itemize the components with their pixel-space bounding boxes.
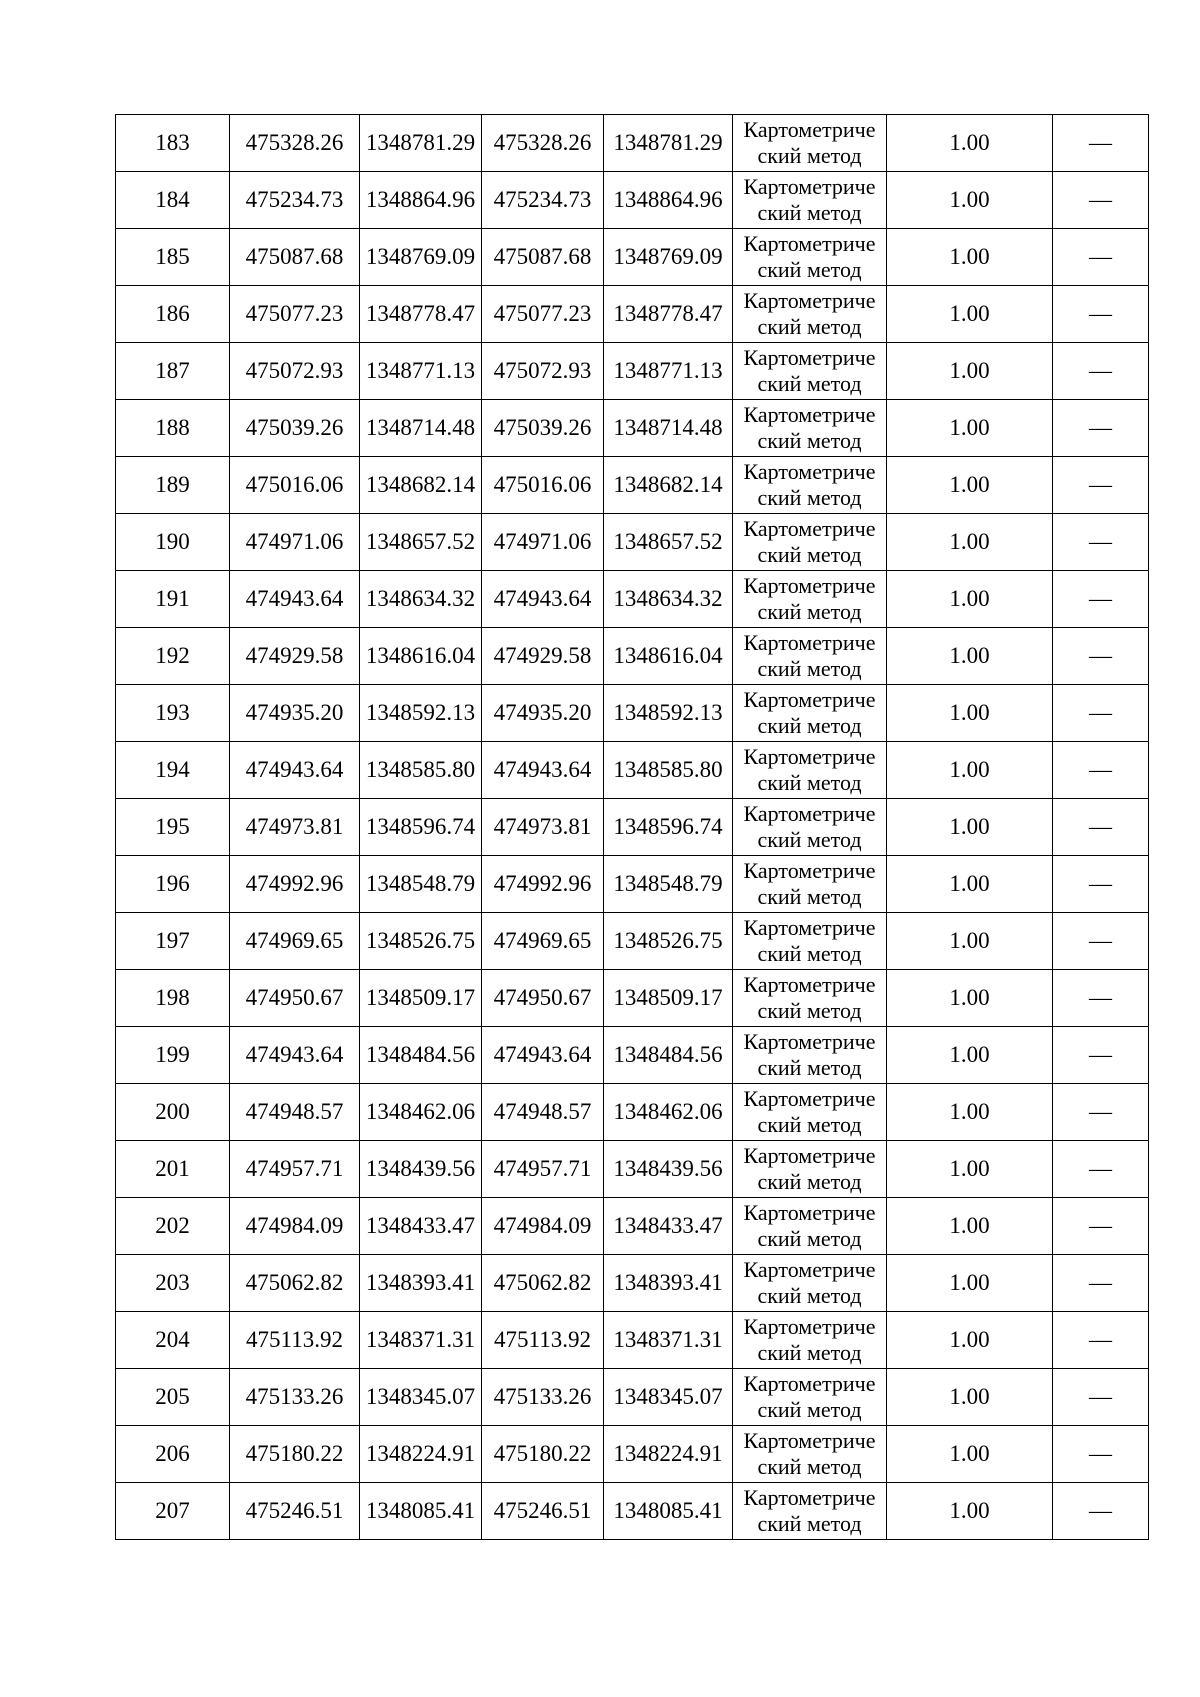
x-coordinate-cell: 474929.58 [230,628,360,685]
y-coordinate-cell: 1348682.14 [360,457,482,514]
accuracy-cell: 1.00 [887,115,1053,172]
x-coordinate-new-cell: 475072.93 [482,343,604,400]
y-coordinate-new-cell: 1348682.14 [604,457,733,514]
y-coordinate-new-cell: 1348714.48 [604,400,733,457]
y-coordinate-cell: 1348393.41 [360,1255,482,1312]
x-coordinate-cell: 474957.71 [230,1141,360,1198]
point-number-cell: 203 [116,1255,230,1312]
method-cell [733,1255,887,1312]
method-text-line2: ский метод [757,200,862,225]
note-cell: — [1053,514,1149,571]
table-row [116,400,1149,457]
y-coordinate-cell: 1348548.79 [360,856,482,913]
method-text-line2: ский метод [757,143,862,168]
table-row [116,115,1149,172]
table-row [116,1426,1149,1483]
method-text-line1: Картометриче [743,573,876,598]
note-cell: — [1053,1084,1149,1141]
table-row [116,1141,1149,1198]
note-cell: — [1053,400,1149,457]
note-cell: — [1053,571,1149,628]
note-cell: — [1053,1255,1149,1312]
x-coordinate-new-cell: 474971.06 [482,514,604,571]
note-cell: — [1053,1141,1149,1198]
y-coordinate-cell: 1348616.04 [360,628,482,685]
method-text-line1: Картометриче [743,1200,876,1225]
x-coordinate-new-cell: 475062.82 [482,1255,604,1312]
point-number-cell: 199 [116,1027,230,1084]
note-cell: — [1053,1312,1149,1369]
method-text-line1: Картометриче [743,288,876,313]
y-coordinate-cell: 1348484.56 [360,1027,482,1084]
note-cell: — [1053,286,1149,343]
method-text-line2: ский метод [757,1340,862,1365]
method-cell [733,115,887,172]
note-cell: — [1053,1369,1149,1426]
method-text-line1: Картометриче [743,1257,876,1282]
x-coordinate-cell: 475039.26 [230,400,360,457]
y-coordinate-cell: 1348345.07 [360,1369,482,1426]
point-number-cell: 200 [116,1084,230,1141]
method-text-line2: ский метод [757,1112,862,1137]
x-coordinate-cell: 474992.96 [230,856,360,913]
accuracy-cell: 1.00 [887,1426,1053,1483]
coordinates-table-body [116,115,1149,1540]
method-text-line1: Картометриче [743,630,876,655]
method-cell [733,1084,887,1141]
method-text-line2: ский метод [757,1454,862,1479]
accuracy-cell: 1.00 [887,1369,1053,1426]
x-coordinate-cell: 475180.22 [230,1426,360,1483]
accuracy-cell: 1.00 [887,172,1053,229]
accuracy-cell: 1.00 [887,799,1053,856]
y-coordinate-new-cell: 1348864.96 [604,172,733,229]
method-text-line1: Картометриче [743,1086,876,1111]
method-text-line1: Картометриче [743,915,876,940]
y-coordinate-new-cell: 1348616.04 [604,628,733,685]
point-number-cell: 201 [116,1141,230,1198]
table-row [116,799,1149,856]
note-cell: — [1053,1483,1149,1540]
point-number-cell: 205 [116,1369,230,1426]
method-text-line1: Картометриче [743,858,876,883]
method-text-line1: Картометриче [743,1371,876,1396]
method-text-line2: ский метод [757,428,862,453]
accuracy-cell: 1.00 [887,742,1053,799]
method-text-line2: ский метод [757,656,862,681]
y-coordinate-cell: 1348585.80 [360,742,482,799]
method-text-line1: Картометриче [743,744,876,769]
table-row [116,685,1149,742]
y-coordinate-cell: 1348864.96 [360,172,482,229]
method-cell [733,1141,887,1198]
y-coordinate-new-cell: 1348433.47 [604,1198,733,1255]
x-coordinate-new-cell: 475016.06 [482,457,604,514]
method-cell [733,856,887,913]
method-text-line2: ский метод [757,941,862,966]
x-coordinate-new-cell: 475077.23 [482,286,604,343]
note-cell: — [1053,628,1149,685]
note-cell: — [1053,229,1149,286]
x-coordinate-cell: 474943.64 [230,1027,360,1084]
y-coordinate-cell: 1348657.52 [360,514,482,571]
point-number-cell: 190 [116,514,230,571]
y-coordinate-cell: 1348592.13 [360,685,482,742]
method-cell [733,514,887,571]
accuracy-cell: 1.00 [887,571,1053,628]
y-coordinate-new-cell: 1348769.09 [604,229,733,286]
accuracy-cell: 1.00 [887,856,1053,913]
method-text-line1: Картометриче [743,1485,876,1510]
method-cell [733,742,887,799]
y-coordinate-cell: 1348462.06 [360,1084,482,1141]
table-row [116,571,1149,628]
accuracy-cell: 1.00 [887,286,1053,343]
y-coordinate-cell: 1348771.13 [360,343,482,400]
y-coordinate-cell: 1348085.41 [360,1483,482,1540]
y-coordinate-new-cell: 1348085.41 [604,1483,733,1540]
point-number-cell: 207 [116,1483,230,1540]
accuracy-cell: 1.00 [887,1027,1053,1084]
y-coordinate-new-cell: 1348592.13 [604,685,733,742]
method-cell [733,970,887,1027]
y-coordinate-cell: 1348778.47 [360,286,482,343]
y-coordinate-new-cell: 1348585.80 [604,742,733,799]
y-coordinate-cell: 1348526.75 [360,913,482,970]
table-row [116,457,1149,514]
x-coordinate-new-cell: 474973.81 [482,799,604,856]
accuracy-cell: 1.00 [887,970,1053,1027]
method-text-line1: Картометриче [743,1029,876,1054]
note-cell: — [1053,1426,1149,1483]
method-text-line2: ский метод [757,485,862,510]
method-text-line2: ский метод [757,1511,862,1536]
table-row [116,742,1149,799]
y-coordinate-new-cell: 1348657.52 [604,514,733,571]
x-coordinate-cell: 475133.26 [230,1369,360,1426]
point-number-cell: 195 [116,799,230,856]
method-text-line2: ский метод [757,314,862,339]
point-number-cell: 198 [116,970,230,1027]
table-row [116,856,1149,913]
method-text-line1: Картометриче [743,231,876,256]
x-coordinate-cell: 474943.64 [230,742,360,799]
method-cell [733,1369,887,1426]
point-number-cell: 184 [116,172,230,229]
y-coordinate-new-cell: 1348224.91 [604,1426,733,1483]
method-text-line2: ский метод [757,257,862,282]
accuracy-cell: 1.00 [887,1483,1053,1540]
note-cell: — [1053,742,1149,799]
method-text-line1: Картометриче [743,972,876,997]
y-coordinate-cell: 1348224.91 [360,1426,482,1483]
coordinates-table [115,114,1149,1540]
method-cell [733,1198,887,1255]
accuracy-cell: 1.00 [887,400,1053,457]
x-coordinate-new-cell: 474943.64 [482,742,604,799]
table-row [116,1084,1149,1141]
method-text-line2: ский метод [757,770,862,795]
x-coordinate-cell: 475246.51 [230,1483,360,1540]
table-row [116,913,1149,970]
x-coordinate-new-cell: 475113.92 [482,1312,604,1369]
x-coordinate-new-cell: 475087.68 [482,229,604,286]
accuracy-cell: 1.00 [887,514,1053,571]
method-cell [733,685,887,742]
method-cell [733,799,887,856]
x-coordinate-cell: 475087.68 [230,229,360,286]
method-text-line1: Картометриче [743,687,876,712]
table-row [116,343,1149,400]
point-number-cell: 204 [116,1312,230,1369]
accuracy-cell: 1.00 [887,1141,1053,1198]
x-coordinate-cell: 475016.06 [230,457,360,514]
table-row [116,970,1149,1027]
method-cell [733,571,887,628]
method-text-line2: ский метод [757,371,862,396]
method-text-line2: ский метод [757,1169,862,1194]
accuracy-cell: 1.00 [887,457,1053,514]
y-coordinate-cell: 1348509.17 [360,970,482,1027]
x-coordinate-cell: 474948.57 [230,1084,360,1141]
point-number-cell: 189 [116,457,230,514]
point-number-cell: 193 [116,685,230,742]
method-text-line1: Картометриче [743,1314,876,1339]
y-coordinate-new-cell: 1348778.47 [604,286,733,343]
x-coordinate-cell: 474943.64 [230,571,360,628]
method-cell [733,286,887,343]
x-coordinate-new-cell: 475039.26 [482,400,604,457]
accuracy-cell: 1.00 [887,685,1053,742]
method-text-line2: ский метод [757,827,862,852]
method-text-line1: Картометриче [743,117,876,142]
method-text-line2: ский метод [757,1283,862,1308]
point-number-cell: 191 [116,571,230,628]
y-coordinate-new-cell: 1348439.56 [604,1141,733,1198]
note-cell: — [1053,970,1149,1027]
method-text-line2: ский метод [757,599,862,624]
y-coordinate-new-cell: 1348462.06 [604,1084,733,1141]
x-coordinate-cell: 474984.09 [230,1198,360,1255]
y-coordinate-new-cell: 1348509.17 [604,970,733,1027]
method-cell [733,172,887,229]
point-number-cell: 185 [116,229,230,286]
point-number-cell: 192 [116,628,230,685]
table-row [116,1198,1149,1255]
x-coordinate-new-cell: 474984.09 [482,1198,604,1255]
method-text-line1: Картометриче [743,345,876,370]
y-coordinate-new-cell: 1348596.74 [604,799,733,856]
method-cell [733,1483,887,1540]
method-text-line1: Картометриче [743,801,876,826]
x-coordinate-cell: 474969.65 [230,913,360,970]
x-coordinate-new-cell: 474943.64 [482,571,604,628]
note-cell: — [1053,172,1149,229]
x-coordinate-cell: 475072.93 [230,343,360,400]
x-coordinate-cell: 475234.73 [230,172,360,229]
y-coordinate-cell: 1348596.74 [360,799,482,856]
method-cell [733,343,887,400]
x-coordinate-new-cell: 475180.22 [482,1426,604,1483]
x-coordinate-new-cell: 474950.67 [482,970,604,1027]
method-cell [733,229,887,286]
note-cell: — [1053,685,1149,742]
method-text-line2: ский метод [757,1226,862,1251]
x-coordinate-cell: 475077.23 [230,286,360,343]
table-row [116,1483,1149,1540]
note-cell: — [1053,457,1149,514]
method-text-line2: ский метод [757,884,862,909]
y-coordinate-cell: 1348714.48 [360,400,482,457]
point-number-cell: 194 [116,742,230,799]
point-number-cell: 183 [116,115,230,172]
y-coordinate-cell: 1348634.32 [360,571,482,628]
table-row [116,229,1149,286]
method-cell [733,628,887,685]
method-text-line2: ский метод [757,1397,862,1422]
y-coordinate-new-cell: 1348634.32 [604,571,733,628]
y-coordinate-new-cell: 1348771.13 [604,343,733,400]
table-row [116,286,1149,343]
x-coordinate-new-cell: 474948.57 [482,1084,604,1141]
method-text-line1: Картометриче [743,459,876,484]
x-coordinate-cell: 474935.20 [230,685,360,742]
y-coordinate-cell: 1348433.47 [360,1198,482,1255]
y-coordinate-cell: 1348371.31 [360,1312,482,1369]
x-coordinate-new-cell: 474943.64 [482,1027,604,1084]
method-cell [733,1312,887,1369]
note-cell: — [1053,1027,1149,1084]
point-number-cell: 197 [116,913,230,970]
x-coordinate-cell: 475113.92 [230,1312,360,1369]
method-text-line2: ский метод [757,542,862,567]
x-coordinate-cell: 474973.81 [230,799,360,856]
accuracy-cell: 1.00 [887,1255,1053,1312]
x-coordinate-new-cell: 474992.96 [482,856,604,913]
method-cell [733,1426,887,1483]
table-row [116,1255,1149,1312]
x-coordinate-new-cell: 474935.20 [482,685,604,742]
note-cell: — [1053,1198,1149,1255]
method-text-line2: ский метод [757,1055,862,1080]
x-coordinate-new-cell: 474929.58 [482,628,604,685]
table-row [116,514,1149,571]
x-coordinate-cell: 475328.26 [230,115,360,172]
x-coordinate-cell: 474971.06 [230,514,360,571]
method-text-line1: Картометриче [743,516,876,541]
note-cell: — [1053,343,1149,400]
y-coordinate-cell: 1348439.56 [360,1141,482,1198]
note-cell: — [1053,799,1149,856]
x-coordinate-new-cell: 475234.73 [482,172,604,229]
point-number-cell: 186 [116,286,230,343]
method-text-line1: Картометриче [743,1428,876,1453]
method-text-line1: Картометриче [743,402,876,427]
point-number-cell: 187 [116,343,230,400]
x-coordinate-new-cell: 475133.26 [482,1369,604,1426]
method-cell [733,457,887,514]
x-coordinate-new-cell: 474957.71 [482,1141,604,1198]
x-coordinate-new-cell: 475328.26 [482,115,604,172]
table-row [116,1369,1149,1426]
y-coordinate-cell: 1348781.29 [360,115,482,172]
y-coordinate-cell: 1348769.09 [360,229,482,286]
accuracy-cell: 1.00 [887,229,1053,286]
method-cell [733,913,887,970]
x-coordinate-cell: 475062.82 [230,1255,360,1312]
note-cell: — [1053,115,1149,172]
point-number-cell: 202 [116,1198,230,1255]
table-row [116,1027,1149,1084]
accuracy-cell: 1.00 [887,1084,1053,1141]
method-text-line1: Картометриче [743,1143,876,1168]
method-text-line2: ский метод [757,998,862,1023]
accuracy-cell: 1.00 [887,343,1053,400]
point-number-cell: 188 [116,400,230,457]
point-number-cell: 196 [116,856,230,913]
y-coordinate-new-cell: 1348393.41 [604,1255,733,1312]
note-cell: — [1053,913,1149,970]
y-coordinate-new-cell: 1348345.07 [604,1369,733,1426]
note-cell: — [1053,856,1149,913]
y-coordinate-new-cell: 1348484.56 [604,1027,733,1084]
method-cell [733,1027,887,1084]
method-cell [733,400,887,457]
x-coordinate-new-cell: 475246.51 [482,1483,604,1540]
x-coordinate-new-cell: 474969.65 [482,913,604,970]
accuracy-cell: 1.00 [887,913,1053,970]
y-coordinate-new-cell: 1348526.75 [604,913,733,970]
accuracy-cell: 1.00 [887,628,1053,685]
y-coordinate-new-cell: 1348548.79 [604,856,733,913]
table-row [116,1312,1149,1369]
table-row [116,172,1149,229]
method-text-line1: Картометриче [743,174,876,199]
accuracy-cell: 1.00 [887,1198,1053,1255]
method-text-line2: ский метод [757,713,862,738]
x-coordinate-cell: 474950.67 [230,970,360,1027]
y-coordinate-new-cell: 1348371.31 [604,1312,733,1369]
table-row [116,628,1149,685]
y-coordinate-new-cell: 1348781.29 [604,115,733,172]
point-number-cell: 206 [116,1426,230,1483]
accuracy-cell: 1.00 [887,1312,1053,1369]
